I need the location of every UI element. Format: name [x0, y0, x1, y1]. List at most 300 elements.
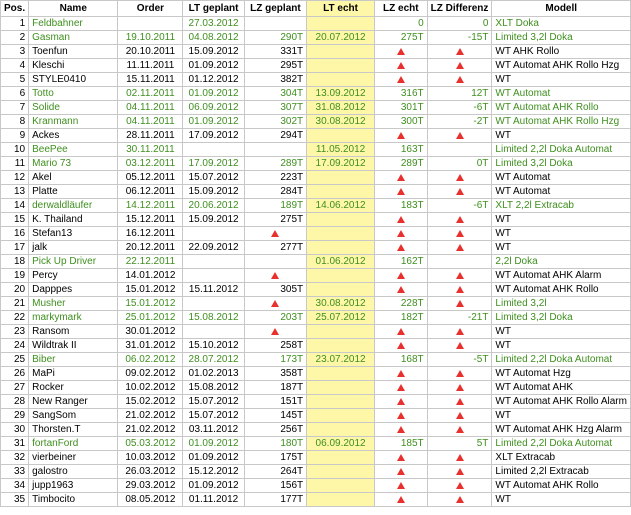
cell-name[interactable]: Pick Up Driver	[29, 255, 118, 269]
cell-lz-geplant[interactable]	[244, 297, 306, 311]
cell-lz-echt[interactable]	[375, 59, 428, 73]
header-order[interactable]: Order	[118, 1, 183, 17]
cell-lt-echt[interactable]	[307, 45, 375, 59]
cell-name[interactable]: jalk	[29, 241, 118, 255]
cell-name[interactable]: Wildtrak II	[29, 339, 118, 353]
cell-order[interactable]: 20.12.2011	[118, 241, 183, 255]
cell-name[interactable]: Rocker	[29, 381, 118, 395]
cell-order[interactable]: 05.03.2012	[118, 437, 183, 451]
cell-pos[interactable]: 9	[1, 129, 29, 143]
cell-pos[interactable]: 22	[1, 311, 29, 325]
cell-lz-geplant[interactable]: 223T	[244, 171, 306, 185]
cell-lt-geplant[interactable]: 01.12.2012	[183, 73, 244, 87]
cell-order[interactable]: 16.12.2011	[118, 227, 183, 241]
cell-lt-echt[interactable]	[307, 409, 375, 423]
cell-pos[interactable]: 6	[1, 87, 29, 101]
cell-pos[interactable]: 16	[1, 227, 29, 241]
cell-name[interactable]: Mario 73	[29, 157, 118, 171]
cell-lt-geplant[interactable]: 17.09.2012	[183, 157, 244, 171]
cell-modell[interactable]: XLT Doka	[492, 17, 631, 31]
cell-lz-differenz[interactable]: 12T	[427, 87, 492, 101]
cell-pos[interactable]: 24	[1, 339, 29, 353]
cell-pos[interactable]: 32	[1, 451, 29, 465]
cell-name[interactable]: markymark	[29, 311, 118, 325]
cell-lt-geplant[interactable]: 15.07.2012	[183, 395, 244, 409]
cell-pos[interactable]: 5	[1, 73, 29, 87]
cell-name[interactable]: Akel	[29, 171, 118, 185]
cell-lz-geplant[interactable]: 331T	[244, 45, 306, 59]
cell-modell[interactable]: WT	[492, 129, 631, 143]
cell-order[interactable]: 20.10.2011	[118, 45, 183, 59]
header-modell[interactable]: Modell	[492, 1, 631, 17]
cell-lz-differenz[interactable]	[427, 395, 492, 409]
cell-order[interactable]: 26.03.2012	[118, 465, 183, 479]
cell-order[interactable]: 05.12.2011	[118, 171, 183, 185]
cell-pos[interactable]: 27	[1, 381, 29, 395]
cell-lt-echt[interactable]	[307, 479, 375, 493]
cell-modell[interactable]: WT AHK Rollo	[492, 45, 631, 59]
cell-lz-echt[interactable]	[375, 367, 428, 381]
header-lt-geplant[interactable]: LT geplant	[183, 1, 244, 17]
cell-lz-echt[interactable]	[375, 465, 428, 479]
cell-lt-echt[interactable]	[307, 59, 375, 73]
cell-modell[interactable]: WT	[492, 493, 631, 507]
cell-pos[interactable]: 13	[1, 185, 29, 199]
header-pos[interactable]: Pos.	[1, 1, 29, 17]
cell-lz-echt[interactable]	[375, 381, 428, 395]
cell-lt-echt[interactable]: 01.06.2012	[307, 255, 375, 269]
cell-lt-geplant[interactable]: 01.11.2012	[183, 493, 244, 507]
cell-lz-differenz[interactable]	[427, 325, 492, 339]
cell-lt-echt[interactable]	[307, 367, 375, 381]
cell-lz-differenz[interactable]	[427, 241, 492, 255]
cell-name[interactable]: Thorsten.T	[29, 423, 118, 437]
cell-lt-echt[interactable]	[307, 465, 375, 479]
cell-lz-differenz[interactable]: -6T	[427, 199, 492, 213]
cell-modell[interactable]: 2,2l Doka	[492, 255, 631, 269]
cell-name[interactable]: Gasman	[29, 31, 118, 45]
cell-lz-geplant[interactable]: 145T	[244, 409, 306, 423]
cell-modell[interactable]: WT	[492, 409, 631, 423]
cell-lz-geplant[interactable]: 173T	[244, 353, 306, 367]
header-name[interactable]: Name	[29, 1, 118, 17]
cell-name[interactable]: MaPi	[29, 367, 118, 381]
cell-lt-geplant[interactable]	[183, 227, 244, 241]
cell-name[interactable]: Totto	[29, 87, 118, 101]
cell-lt-echt[interactable]	[307, 381, 375, 395]
cell-lz-differenz[interactable]	[427, 59, 492, 73]
cell-modell[interactable]: XLT 2,2l Extracab	[492, 199, 631, 213]
cell-lz-geplant[interactable]: 177T	[244, 493, 306, 507]
cell-order[interactable]: 30.01.2012	[118, 325, 183, 339]
cell-lt-echt[interactable]	[307, 227, 375, 241]
cell-lt-geplant[interactable]: 20.06.2012	[183, 199, 244, 213]
cell-lz-echt[interactable]: 162T	[375, 255, 428, 269]
cell-modell[interactable]: Limited 2,2l Doka Automat	[492, 353, 631, 367]
cell-lz-echt[interactable]	[375, 227, 428, 241]
cell-lt-geplant[interactable]: 03.11.2012	[183, 423, 244, 437]
cell-lt-geplant[interactable]: 01.09.2012	[183, 479, 244, 493]
cell-order[interactable]: 15.11.2011	[118, 73, 183, 87]
cell-modell[interactable]: XLT Extracab	[492, 451, 631, 465]
cell-order[interactable]: 30.11.2011	[118, 143, 183, 157]
cell-lz-differenz[interactable]	[427, 129, 492, 143]
cell-lz-differenz[interactable]: 0T	[427, 157, 492, 171]
cell-pos[interactable]: 35	[1, 493, 29, 507]
cell-lz-echt[interactable]: 300T	[375, 115, 428, 129]
cell-lz-echt[interactable]	[375, 423, 428, 437]
cell-lz-geplant[interactable]	[244, 143, 306, 157]
cell-pos[interactable]: 8	[1, 115, 29, 129]
cell-modell[interactable]: WT Automat AHK Rollo Alarm	[492, 395, 631, 409]
cell-lz-geplant[interactable]	[244, 17, 306, 31]
cell-modell[interactable]: Limited 2,2l Doka Automat	[492, 143, 631, 157]
cell-name[interactable]: Ransom	[29, 325, 118, 339]
cell-lz-differenz[interactable]	[427, 451, 492, 465]
cell-lt-geplant[interactable]: 15.10.2012	[183, 339, 244, 353]
cell-modell[interactable]: Limited 3,2l	[492, 297, 631, 311]
cell-lz-echt[interactable]: 185T	[375, 437, 428, 451]
cell-lt-echt[interactable]	[307, 241, 375, 255]
cell-order[interactable]: 31.01.2012	[118, 339, 183, 353]
cell-order[interactable]: 28.11.2011	[118, 129, 183, 143]
cell-lz-differenz[interactable]	[427, 171, 492, 185]
cell-lt-echt[interactable]: 20.07.2012	[307, 31, 375, 45]
cell-name[interactable]: Ackes	[29, 129, 118, 143]
cell-lt-echt[interactable]: 11.05.2012	[307, 143, 375, 157]
cell-lz-differenz[interactable]: 5T	[427, 437, 492, 451]
cell-lt-echt[interactable]: 13.09.2012	[307, 87, 375, 101]
cell-modell[interactable]: WT Automat AHK Alarm	[492, 269, 631, 283]
cell-order[interactable]: 09.02.2012	[118, 367, 183, 381]
cell-lz-geplant[interactable]	[244, 325, 306, 339]
cell-order[interactable]: 04.11.2011	[118, 101, 183, 115]
cell-order[interactable]: 15.12.2011	[118, 213, 183, 227]
cell-modell[interactable]: Limited 2,2l Extracab	[492, 465, 631, 479]
cell-lz-differenz[interactable]	[427, 255, 492, 269]
cell-pos[interactable]: 31	[1, 437, 29, 451]
cell-name[interactable]: Solide	[29, 101, 118, 115]
cell-lt-geplant[interactable]	[183, 143, 244, 157]
cell-name[interactable]: Feldbahner	[29, 17, 118, 31]
cell-order[interactable]: 14.12.2011	[118, 199, 183, 213]
cell-lt-geplant[interactable]: 15.08.2012	[183, 381, 244, 395]
cell-modell[interactable]: WT Automat AHK Rollo	[492, 479, 631, 493]
cell-lz-geplant[interactable]	[244, 255, 306, 269]
cell-lt-echt[interactable]	[307, 171, 375, 185]
cell-lt-geplant[interactable]: 15.09.2012	[183, 45, 244, 59]
cell-lz-echt[interactable]: 301T	[375, 101, 428, 115]
cell-pos[interactable]: 25	[1, 353, 29, 367]
cell-pos[interactable]: 34	[1, 479, 29, 493]
cell-lt-echt[interactable]	[307, 339, 375, 353]
cell-lz-echt[interactable]: 183T	[375, 199, 428, 213]
cell-lz-geplant[interactable]: 295T	[244, 59, 306, 73]
header-lz-geplant[interactable]: LZ geplant	[244, 1, 306, 17]
cell-name[interactable]: Kranmann	[29, 115, 118, 129]
cell-lz-echt[interactable]: 228T	[375, 297, 428, 311]
cell-lz-geplant[interactable]: 382T	[244, 73, 306, 87]
cell-lt-echt[interactable]	[307, 325, 375, 339]
cell-lt-geplant[interactable]: 15.12.2012	[183, 465, 244, 479]
cell-order[interactable]: 25.01.2012	[118, 311, 183, 325]
cell-modell[interactable]: WT	[492, 241, 631, 255]
cell-lz-geplant[interactable]: 175T	[244, 451, 306, 465]
cell-order[interactable]: 15.02.2012	[118, 395, 183, 409]
cell-lt-geplant[interactable]: 04.08.2012	[183, 31, 244, 45]
cell-name[interactable]: Timbocito	[29, 493, 118, 507]
cell-lt-echt[interactable]	[307, 269, 375, 283]
cell-pos[interactable]: 28	[1, 395, 29, 409]
cell-lt-geplant[interactable]: 15.08.2012	[183, 311, 244, 325]
cell-lz-geplant[interactable]: 156T	[244, 479, 306, 493]
cell-pos[interactable]: 12	[1, 171, 29, 185]
cell-modell[interactable]: WT Automat AHK Rollo Hzg	[492, 59, 631, 73]
cell-order[interactable]: 11.11.2011	[118, 59, 183, 73]
cell-lz-echt[interactable]	[375, 409, 428, 423]
cell-lt-echt[interactable]	[307, 395, 375, 409]
cell-lz-differenz[interactable]: -2T	[427, 115, 492, 129]
cell-lt-geplant[interactable]: 15.09.2012	[183, 213, 244, 227]
cell-pos[interactable]: 20	[1, 283, 29, 297]
cell-lz-echt[interactable]	[375, 129, 428, 143]
cell-modell[interactable]: WT Automat AHK Rollo	[492, 283, 631, 297]
cell-lz-geplant[interactable]: 277T	[244, 241, 306, 255]
cell-lz-geplant[interactable]: 290T	[244, 31, 306, 45]
cell-modell[interactable]: WT	[492, 73, 631, 87]
header-lz-differenz[interactable]: LZ Differenz	[427, 1, 492, 17]
cell-lt-echt[interactable]: 30.08.2012	[307, 115, 375, 129]
cell-modell[interactable]: WT Automat	[492, 171, 631, 185]
cell-pos[interactable]: 2	[1, 31, 29, 45]
cell-lz-echt[interactable]	[375, 45, 428, 59]
cell-name[interactable]: derwaldläufer	[29, 199, 118, 213]
cell-lz-echt[interactable]	[375, 213, 428, 227]
cell-name[interactable]: Biber	[29, 353, 118, 367]
cell-modell[interactable]: Limited 3,2l Doka	[492, 31, 631, 45]
cell-name[interactable]: BeePee	[29, 143, 118, 157]
cell-lt-geplant[interactable]	[183, 255, 244, 269]
cell-lz-echt[interactable]	[375, 395, 428, 409]
cell-lz-geplant[interactable]: 294T	[244, 129, 306, 143]
cell-modell[interactable]: WT	[492, 325, 631, 339]
cell-lz-geplant[interactable]: 305T	[244, 283, 306, 297]
cell-lz-geplant[interactable]: 302T	[244, 115, 306, 129]
cell-lt-geplant[interactable]: 15.07.2012	[183, 409, 244, 423]
cell-lz-echt[interactable]: 289T	[375, 157, 428, 171]
cell-lt-geplant[interactable]: 06.09.2012	[183, 101, 244, 115]
cell-order[interactable]: 14.01.2012	[118, 269, 183, 283]
cell-order[interactable]: 10.03.2012	[118, 451, 183, 465]
cell-pos[interactable]: 1	[1, 17, 29, 31]
cell-lz-echt[interactable]: 182T	[375, 311, 428, 325]
cell-name[interactable]: jupp1963	[29, 479, 118, 493]
cell-lz-differenz[interactable]	[427, 367, 492, 381]
cell-name[interactable]: vierbeiner	[29, 451, 118, 465]
cell-order[interactable]	[118, 17, 183, 31]
cell-modell[interactable]: WT	[492, 339, 631, 353]
cell-lz-geplant[interactable]: 307T	[244, 101, 306, 115]
cell-pos[interactable]: 18	[1, 255, 29, 269]
cell-modell[interactable]: WT Automat	[492, 87, 631, 101]
cell-name[interactable]: Toenfun	[29, 45, 118, 59]
cell-lz-geplant[interactable]: 151T	[244, 395, 306, 409]
cell-lt-geplant[interactable]	[183, 297, 244, 311]
cell-lz-differenz[interactable]	[427, 479, 492, 493]
cell-order[interactable]: 21.02.2012	[118, 409, 183, 423]
cell-lt-geplant[interactable]	[183, 325, 244, 339]
cell-lz-geplant[interactable]: 187T	[244, 381, 306, 395]
cell-lt-geplant[interactable]: 15.09.2012	[183, 185, 244, 199]
cell-lt-geplant[interactable]: 01.09.2012	[183, 115, 244, 129]
cell-lt-geplant[interactable]: 01.02.2013	[183, 367, 244, 381]
cell-lz-differenz[interactable]: -5T	[427, 353, 492, 367]
cell-lz-geplant[interactable]: 203T	[244, 311, 306, 325]
cell-lt-echt[interactable]: 31.08.2012	[307, 101, 375, 115]
cell-pos[interactable]: 17	[1, 241, 29, 255]
cell-lt-echt[interactable]	[307, 73, 375, 87]
cell-name[interactable]: STYLE0410	[29, 73, 118, 87]
cell-pos[interactable]: 14	[1, 199, 29, 213]
cell-order[interactable]: 10.02.2012	[118, 381, 183, 395]
cell-lt-echt[interactable]	[307, 423, 375, 437]
cell-lt-geplant[interactable]: 22.09.2012	[183, 241, 244, 255]
cell-pos[interactable]: 10	[1, 143, 29, 157]
cell-pos[interactable]: 11	[1, 157, 29, 171]
header-lt-echt[interactable]: LT echt	[307, 1, 375, 17]
cell-pos[interactable]: 4	[1, 59, 29, 73]
cell-lz-echt[interactable]	[375, 493, 428, 507]
cell-modell[interactable]: WT	[492, 213, 631, 227]
cell-lz-echt[interactable]	[375, 479, 428, 493]
cell-order[interactable]: 08.05.2012	[118, 493, 183, 507]
cell-lz-differenz[interactable]: -6T	[427, 101, 492, 115]
cell-name[interactable]: Musher	[29, 297, 118, 311]
cell-lz-differenz[interactable]	[427, 269, 492, 283]
cell-name[interactable]: galostro	[29, 465, 118, 479]
cell-lz-geplant[interactable]: 258T	[244, 339, 306, 353]
cell-lz-echt[interactable]	[375, 73, 428, 87]
cell-lt-geplant[interactable]: 01.09.2012	[183, 437, 244, 451]
cell-lz-echt[interactable]	[375, 269, 428, 283]
cell-lz-differenz[interactable]: 0	[427, 17, 492, 31]
cell-lz-differenz[interactable]	[427, 297, 492, 311]
cell-lt-geplant[interactable]: 01.09.2012	[183, 451, 244, 465]
cell-modell[interactable]: Limited 2,2l Doka Automat	[492, 437, 631, 451]
cell-lt-geplant[interactable]: 01.09.2012	[183, 59, 244, 73]
cell-lz-differenz[interactable]	[427, 143, 492, 157]
cell-name[interactable]: fortanFord	[29, 437, 118, 451]
cell-pos[interactable]: 15	[1, 213, 29, 227]
cell-lz-differenz[interactable]	[427, 465, 492, 479]
cell-lz-echt[interactable]	[375, 325, 428, 339]
cell-lz-geplant[interactable]: 256T	[244, 423, 306, 437]
cell-lt-geplant[interactable]: 01.09.2012	[183, 87, 244, 101]
cell-lt-echt[interactable]: 14.06.2012	[307, 199, 375, 213]
cell-modell[interactable]: WT Automat	[492, 185, 631, 199]
cell-lt-echt[interactable]	[307, 283, 375, 297]
cell-order[interactable]: 22.12.2011	[118, 255, 183, 269]
cell-lt-echt[interactable]	[307, 17, 375, 31]
cell-modell[interactable]: WT Automat AHK Hzg Alarm	[492, 423, 631, 437]
cell-lz-differenz[interactable]	[427, 283, 492, 297]
cell-order[interactable]: 19.10.2011	[118, 31, 183, 45]
cell-modell[interactable]: WT Automat Hzg	[492, 367, 631, 381]
cell-lt-echt[interactable]: 25.07.2012	[307, 311, 375, 325]
cell-lt-geplant[interactable]: 15.07.2012	[183, 171, 244, 185]
cell-lt-echt[interactable]: 30.08.2012	[307, 297, 375, 311]
cell-name[interactable]: Kleschi	[29, 59, 118, 73]
cell-modell[interactable]: Limited 3,2l Doka	[492, 157, 631, 171]
cell-order[interactable]: 06.12.2011	[118, 185, 183, 199]
cell-lz-geplant[interactable]: 358T	[244, 367, 306, 381]
header-lz-echt[interactable]: LZ echt	[375, 1, 428, 17]
cell-name[interactable]: New Ranger	[29, 395, 118, 409]
cell-order[interactable]: 04.11.2011	[118, 115, 183, 129]
cell-lz-geplant[interactable]	[244, 269, 306, 283]
cell-pos[interactable]: 7	[1, 101, 29, 115]
cell-modell[interactable]: WT Automat AHK	[492, 381, 631, 395]
cell-lt-geplant[interactable]: 17.09.2012	[183, 129, 244, 143]
cell-lz-echt[interactable]	[375, 283, 428, 297]
cell-modell[interactable]: WT Automat AHK Rollo	[492, 101, 631, 115]
cell-lt-echt[interactable]: 17.09.2012	[307, 157, 375, 171]
cell-lt-geplant[interactable]: 28.07.2012	[183, 353, 244, 367]
cell-name[interactable]: SangSom	[29, 409, 118, 423]
cell-lz-echt[interactable]	[375, 339, 428, 353]
cell-name[interactable]: Dapppes	[29, 283, 118, 297]
cell-lz-geplant[interactable]: 189T	[244, 199, 306, 213]
cell-lz-differenz[interactable]	[427, 381, 492, 395]
cell-order[interactable]: 21.02.2012	[118, 423, 183, 437]
cell-pos[interactable]: 23	[1, 325, 29, 339]
cell-lz-differenz[interactable]	[427, 73, 492, 87]
cell-lt-echt[interactable]	[307, 451, 375, 465]
cell-lz-echt[interactable]	[375, 241, 428, 255]
cell-lz-differenz[interactable]	[427, 227, 492, 241]
cell-lz-differenz[interactable]	[427, 493, 492, 507]
cell-lz-echt[interactable]: 168T	[375, 353, 428, 367]
cell-name[interactable]: Percy	[29, 269, 118, 283]
cell-lz-echt[interactable]: 0	[375, 17, 428, 31]
cell-lt-echt[interactable]: 06.09.2012	[307, 437, 375, 451]
cell-lz-differenz[interactable]	[427, 409, 492, 423]
cell-lz-echt[interactable]: 316T	[375, 87, 428, 101]
cell-name[interactable]: Stefan13	[29, 227, 118, 241]
cell-lz-differenz[interactable]	[427, 185, 492, 199]
cell-lt-echt[interactable]	[307, 129, 375, 143]
cell-lz-echt[interactable]	[375, 185, 428, 199]
cell-pos[interactable]: 30	[1, 423, 29, 437]
cell-lz-echt[interactable]	[375, 171, 428, 185]
cell-name[interactable]: K. Thailand	[29, 213, 118, 227]
cell-lz-geplant[interactable]	[244, 227, 306, 241]
cell-lz-geplant[interactable]: 284T	[244, 185, 306, 199]
cell-modell[interactable]: WT Automat AHK Rollo Hzg	[492, 115, 631, 129]
cell-order[interactable]: 29.03.2012	[118, 479, 183, 493]
cell-lz-differenz[interactable]	[427, 45, 492, 59]
cell-lz-differenz[interactable]	[427, 213, 492, 227]
cell-lz-geplant[interactable]: 264T	[244, 465, 306, 479]
cell-pos[interactable]: 3	[1, 45, 29, 59]
cell-lz-differenz[interactable]: -15T	[427, 31, 492, 45]
cell-pos[interactable]: 21	[1, 297, 29, 311]
cell-lt-echt[interactable]: 23.07.2012	[307, 353, 375, 367]
cell-lt-echt[interactable]	[307, 493, 375, 507]
cell-lt-geplant[interactable]: 15.11.2012	[183, 283, 244, 297]
cell-lz-geplant[interactable]: 275T	[244, 213, 306, 227]
cell-pos[interactable]: 26	[1, 367, 29, 381]
